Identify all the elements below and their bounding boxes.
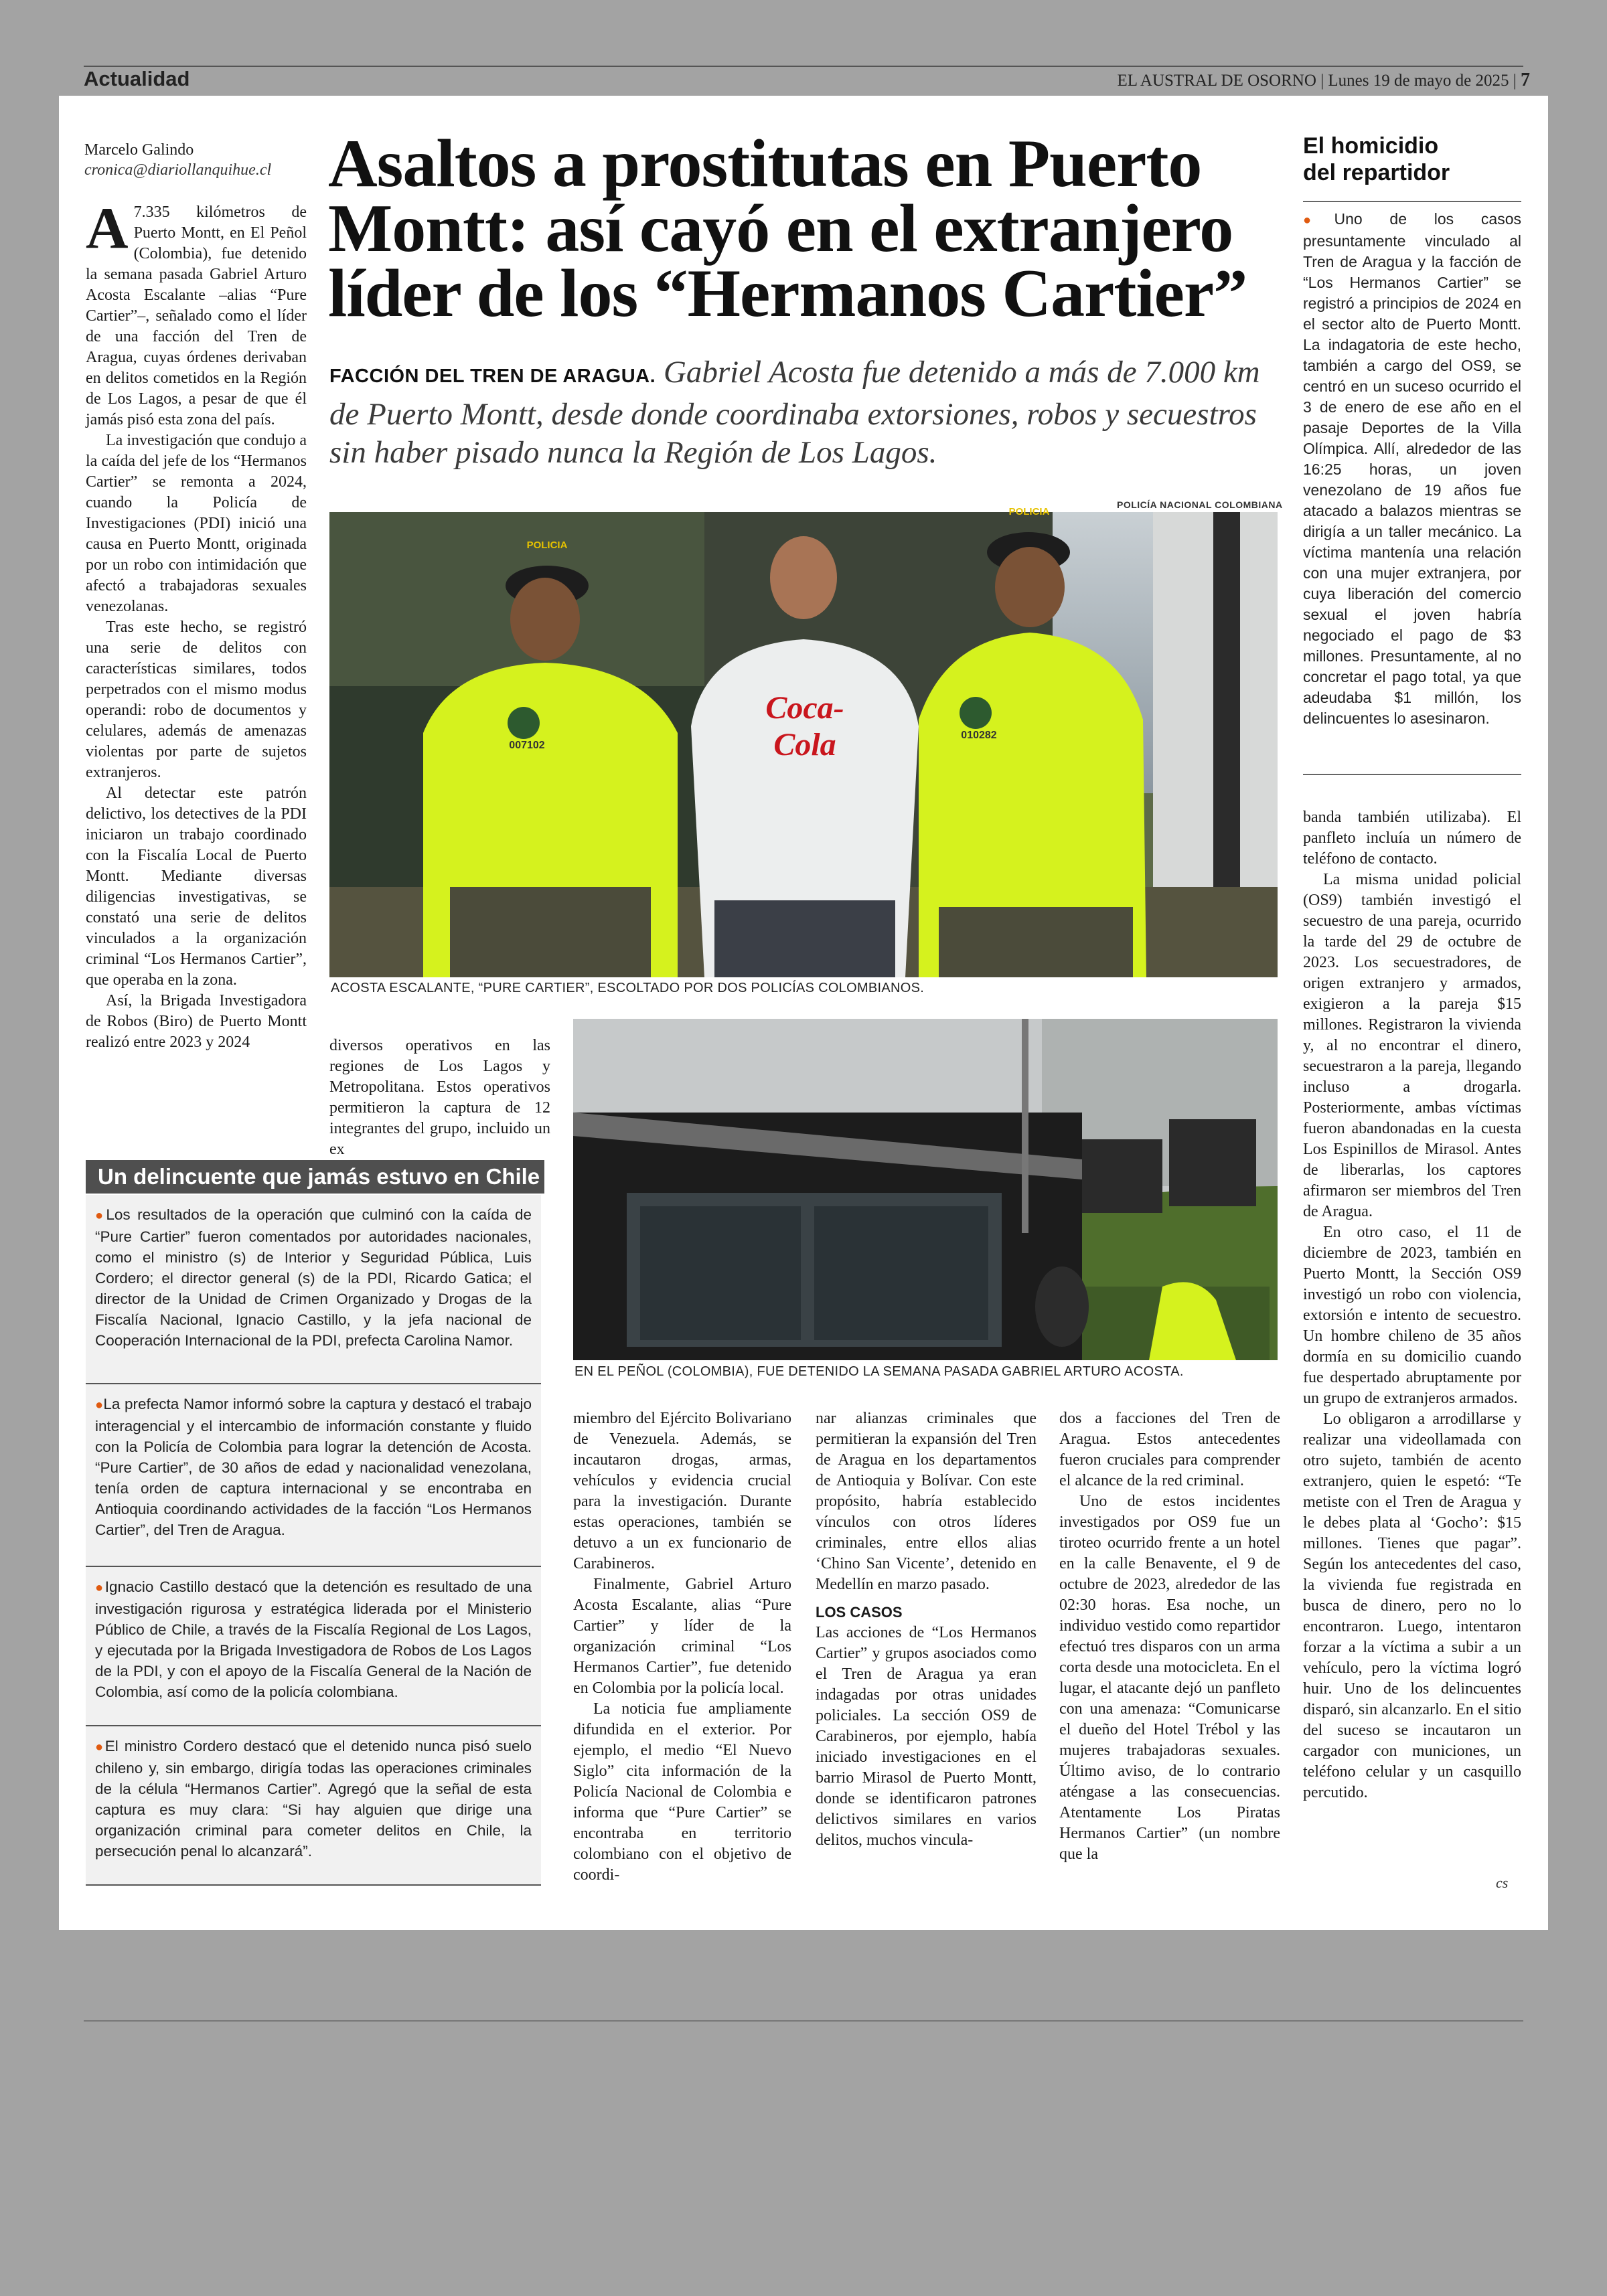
box-bullet — [86, 1195, 541, 1384]
box-bullet-text: El ministro Cordero destacó que el detenido nunca pisó suelo chileno y, sin embargo, dirigía todas las operaciones criminales de la célula “Hermanos Cartier”. Agregó que la señal de esta captura es muy clara: “Si hay alguien que dirige una organización criminal para cometer delitos en Chile, la persecución penal lo alcanzará”. — [95, 1738, 532, 1860]
box-bullet — [86, 1567, 541, 1726]
page-number: 7 — [1521, 70, 1530, 90]
box-bullet — [86, 1726, 541, 1886]
photo-raid-image — [573, 1019, 1278, 1360]
photo-caption-2: EN EL PEÑOL (COLOMBIA), FUE DETENIDO LA SEMANA PASADA GABRIEL ARTURO ACOSTA. — [575, 1364, 1184, 1379]
sidebar-title-line-1: El homicidio — [1303, 133, 1439, 159]
column-1 — [86, 196, 307, 1053]
deck-text: Gabriel Acosta fue detenido a más de 7.000 km de Puerto Montt, desde donde coordinaba extorsiones, robos y secuestros sin haber pisado nunca la Región de Los Lagos. — [329, 355, 1260, 470]
bullet-dot: ● — [95, 1740, 105, 1754]
box-bullet-text: La prefecta Namor informó sobre la captura y destacó el trabajo interagencial y el intercambio de información constante y fluido con la Policía de Colombia para lograr la detención de Acosta. “Pure Cartier”, de 30 años de edad y nacionalidad venezolana, tenía orden de captura internacional y se encontraba en Antioquia coordinando actividades de la facción “Los Hermanos Cartier”, del Tren de Aragua. — [95, 1396, 532, 1538]
col6-paragraph: banda también utilizaba). El panfleto incluía un número de teléfono de contacto. — [1303, 809, 1521, 868]
subhead-los-casos: LOS CASOS — [816, 1604, 903, 1621]
col5-paragraph: Uno de estos incidentes investigados por OS9 fue un tiroteo ocurrido frente a un hotel en la calle Benavente, el 9 de octubre de 2023, alrededor de las 02:30 horas. Esa noche, un individuo vestido como repartidor efectuó tres disparos con un arma corta desde una motocicleta. En el lugar, el atacante dejó un panfleto con una amenaza: “Comunicarse el dueño del Hotel Trébol y las mujeres trabajadoras sexuales. Último aviso, de lo contrario aténgase a las consecuencias. Atentamente Los Piratas Hermanos Cartier” (un nombre que la — [1059, 1493, 1280, 1863]
sidebar-text — [1303, 209, 1521, 729]
col6-paragraph: En otro caso, el 11 de diciembre de 2023, también en Puerto Montt, la Sección OS9 investigó un robo con violencia, extorsión e intento de secuestro. Un hombre chileno de 35 años dormía en su domicilio cuando fue despertado abruptamente por un grupo de extranjeros armados. — [1303, 1224, 1521, 1407]
photo-raid — [573, 1019, 1278, 1360]
col1-paragraph: Al detectar este patrón delictivo, los detectives de la PDI iniciaron un trabajo coordinado con la Fiscalía Local de Puerto Montt. Mediante diversas diligencias investigativas, se constató una serie de delitos vinculados a la organización criminal “Los Hermanos Cartier”, que operaba en la zona. — [86, 785, 307, 989]
patch-number-left: 007102 — [509, 740, 545, 751]
photo-caption-1: ACOSTA ESCALANTE, “PURE CARTIER”, ESCOLTADO POR DOS POLICÍAS COLOMBIANOS. — [331, 981, 925, 995]
col3-paragraph: Finalmente, Gabriel Arturo Acosta Escalante, alias “Pure Cartier” y líder de la organización criminal “Los Hermanos Cartier”, fue detenido en Colombia por la policía local. — [573, 1576, 791, 1697]
deck — [329, 353, 1287, 472]
sidebar-title-line-2: del repartidor — [1303, 160, 1450, 185]
sidebar-title — [1303, 133, 1450, 186]
box-title: Un delincuente que jamás estuvo en Chile — [86, 1160, 544, 1194]
column-3 — [573, 1408, 791, 1886]
column-5 — [1059, 1408, 1280, 1865]
sidebar-body: Uno de los casos presuntamente vinculado al Tren de Aragua y la facción de “Los Hermanos Cartier” se registró a principios de 2024 en el sector alto de Puerto Montt. La indagatoria de este hecho, también a cargo del OS9, se centró en un suceso ocurrido el 3 de enero de ese año en el pasaje Deportes de la Villa Olímpica. Allí, alrededor de las 16:25 horas, un joven venezolano de 19 años fue atacado a balazos mientras se dirigía a un taller mecánico. La víctima mantenía una relación con una mujer extranjera, por cuya liberación del comercio sexual el joven habría negociado el pago de $3 millones. Presuntamente, al no concretar el pago total, ya que adeudaba $1 millón, los delincuentes lo asesinaron. — [1303, 210, 1521, 727]
box-bullet — [86, 1384, 541, 1567]
byline-author: Marcelo Galindo — [84, 141, 194, 159]
byline — [84, 140, 271, 180]
headline: Asaltos a prostitutas en Puerto Montt: así cayó en el extranjero líder de los “Hermanos Cartier” — [328, 126, 1247, 331]
deck-kicker: FACCIÓN DEL TREN DE ARAGUA. — [329, 365, 656, 387]
bullet-dot: ● — [95, 1208, 106, 1223]
footer-rule — [84, 2020, 1523, 2022]
photo-arrest — [329, 506, 1278, 977]
fact-box — [86, 1195, 541, 1886]
column-2 — [329, 1036, 550, 1160]
sidebar-rule — [1303, 201, 1521, 202]
bullet-dot: ● — [95, 1580, 105, 1595]
col4-paragraph: nar alianzas criminales que permitieran la expansión del Tren de Aragua en los departamentos de Antioquia y Bolívar. Con este propósito, habría establecido vínculos con otros líderes criminales, entre ellos alias ‘Chino San Vicente’, detenido en Medellín en marzo pasado. — [816, 1410, 1037, 1593]
running-header — [84, 67, 1530, 94]
cap-label-left: POLICIA — [526, 540, 568, 551]
bullet-dot: ● — [95, 1398, 104, 1412]
col4-paragraph: Las acciones de “Los Hermanos Cartier” y grupos asociados como el Tren de Aragua ya eran indagadas por otras unidades policiales. La sección OS9 de Carabineros, por ejemplo, había iniciado investigaciones en el barrio Mirasol de Puerto Montt, donde se identificaron patrones delictivos similares en varios delitos, muchos vincula- — [816, 1624, 1037, 1849]
end-mark: cs — [1496, 1874, 1509, 1891]
hoodie-logo: Coca-Cola — [765, 690, 844, 762]
folio-text: EL AUSTRAL DE OSORNO | Lunes 19 de mayo de 2025 | — [1117, 72, 1517, 90]
col1-paragraph: La investigación que condujo a la caída del jefe de los “Hermanos Cartier” se remonta a 2024, cuando la Policía de Investigaciones (PDI) inició una causa en Puerto Montt, originada por un robo con intimidación que afectó a trabajadoras sexuales venezolanas. — [86, 432, 307, 615]
sidebar-bottom-rule — [1303, 774, 1521, 775]
col5-paragraph: dos a facciones del Tren de Aragua. Estos antecedentes fueron cruciales para comprender el alcance de la red criminal. — [1059, 1410, 1280, 1489]
col1-paragraph: 7.335 kilómetros de Puerto Montt, en El Peñol (Colombia), fue detenido la semana pasada Gabriel Arturo Acosta Escalante –alias “Pure Cartier”–, señalado como el líder de una facción del Tren de Aragua, cuyas órdenes derivaban en delitos cometidos en la Región de Los Lagos, a pesar de que él jamás pisó esta zona del país. — [86, 203, 307, 428]
bullet-dot: ● — [1303, 213, 1334, 228]
patch-number-right: 010282 — [961, 730, 997, 741]
box-bullet-text: Los resultados de la operación que culminó con la caída de “Pure Cartier” fueron comentados por autoridades nacionales, como el ministro (s) de Interior y Seguridad Pública, Luis Cordero; el director general (s) de la PDI, Ricardo Gatica; el director de la Unidad de Crimen Organizado y Drogas de la Fiscalía Nacional, Ignacio Castillo, y la jefa nacional de Cooperación Internacional de la PDI, prefecta Carolina Namor. — [95, 1206, 532, 1349]
byline-email: cronica@diariollanquihue.cl — [84, 161, 272, 179]
header-rule — [84, 66, 1523, 67]
photo-credit: POLICÍA NACIONAL COLOMBIANA — [1117, 499, 1283, 510]
cap-label-right: POLICIA — [1008, 506, 1050, 517]
col2-paragraph: diversos operativos en las regiones de Los Lagos y Metropolitana. Estos operativos permitieron la captura de 12 integrantes del grupo, incluido un ex — [329, 1037, 550, 1158]
column-4 — [816, 1408, 1037, 1851]
col6-paragraph: La misma unidad policial (OS9) también investigó el secuestro de una pareja, ocurrido la tarde del 29 de octubre de 2023. Los secuestradores, de origen extranjero y armados, exigieron a la pareja $15 millones. Registraron la vivienda y, al no encontrar el dinero, secuestraron a la pareja, llegando incluso a drogarla. Posteriormente, ambas víctimas fueron abandonadas en la cuesta Los Espinillos de Mirasol. Antes de liberarlas, los captores afirmaron ser miembros del Tren de Aragua. — [1303, 871, 1521, 1220]
section-label: Actualidad — [84, 67, 190, 90]
folio — [1117, 70, 1530, 91]
col1-paragraph: Así, la Brigada Investigadora de Robos (Biro) de Puerto Montt realizó entre 2023 y 2024 — [86, 992, 307, 1051]
col6-paragraph: Lo obligaron a arrodillarse y realizar una videollamada con otro sujeto, también de acento extranjero, quien le espetó: “Te metiste con el Tren de Aragua y le debes plata al ‘Gocho’: $15 millones. Tienes que pagar”. Según los antecedentes del caso, la vivienda fue registrada en busca de dinero, pero no lo encontraron. Luego, intentaron forzar a la víctima a subir a un vehículo, pero la víctima logró huir. Uno de los delincuentes disparó, sin alcanzarlo. En el sitio del suceso se incautaron un cargador con municiones, un teléfono celular y un casquillo percutido. — [1303, 1410, 1521, 1801]
col3-paragraph: La noticia fue ampliamente difundida en el exterior. Por ejemplo, el medio “El Nuevo Siglo” cita información de la Policía Nacional de Colombia e informa que “Pure Cartier” se encontraba en territorio colombiano con el objetivo de coordi- — [573, 1700, 791, 1884]
col1-paragraph: Tras este hecho, se registró una serie de delitos con características similares, todos perpetrados con el mismo modus operandi: robo de documentos y celulares, además de amenazas violentas por parte de sujetos extranjeros. — [86, 619, 307, 781]
column-6 — [1303, 807, 1521, 1803]
dropcap: A — [86, 196, 129, 261]
box-bullet-text: Ignacio Castillo destacó que la detención es resultado de una investigación rigurosa y estratégica liderada por el Ministerio Público de Chile, a través de la Fiscalía Regional de Los Lagos, y ejecutada por la Brigada Investigadora de Robos de Los Lagos de la PDI, y con el apoyo de la Fiscalía General de la Nación de Colombia, así como de la policía colombiana. — [95, 1578, 532, 1700]
col3-paragraph: miembro del Ejército Bolivariano de Venezuela. Además, se incautaron drogas, armas, vehículos y evidencia crucial para la investigación. Durante estas operaciones, también se detuvo a un ex funcionario de Carabineros. — [573, 1410, 791, 1572]
